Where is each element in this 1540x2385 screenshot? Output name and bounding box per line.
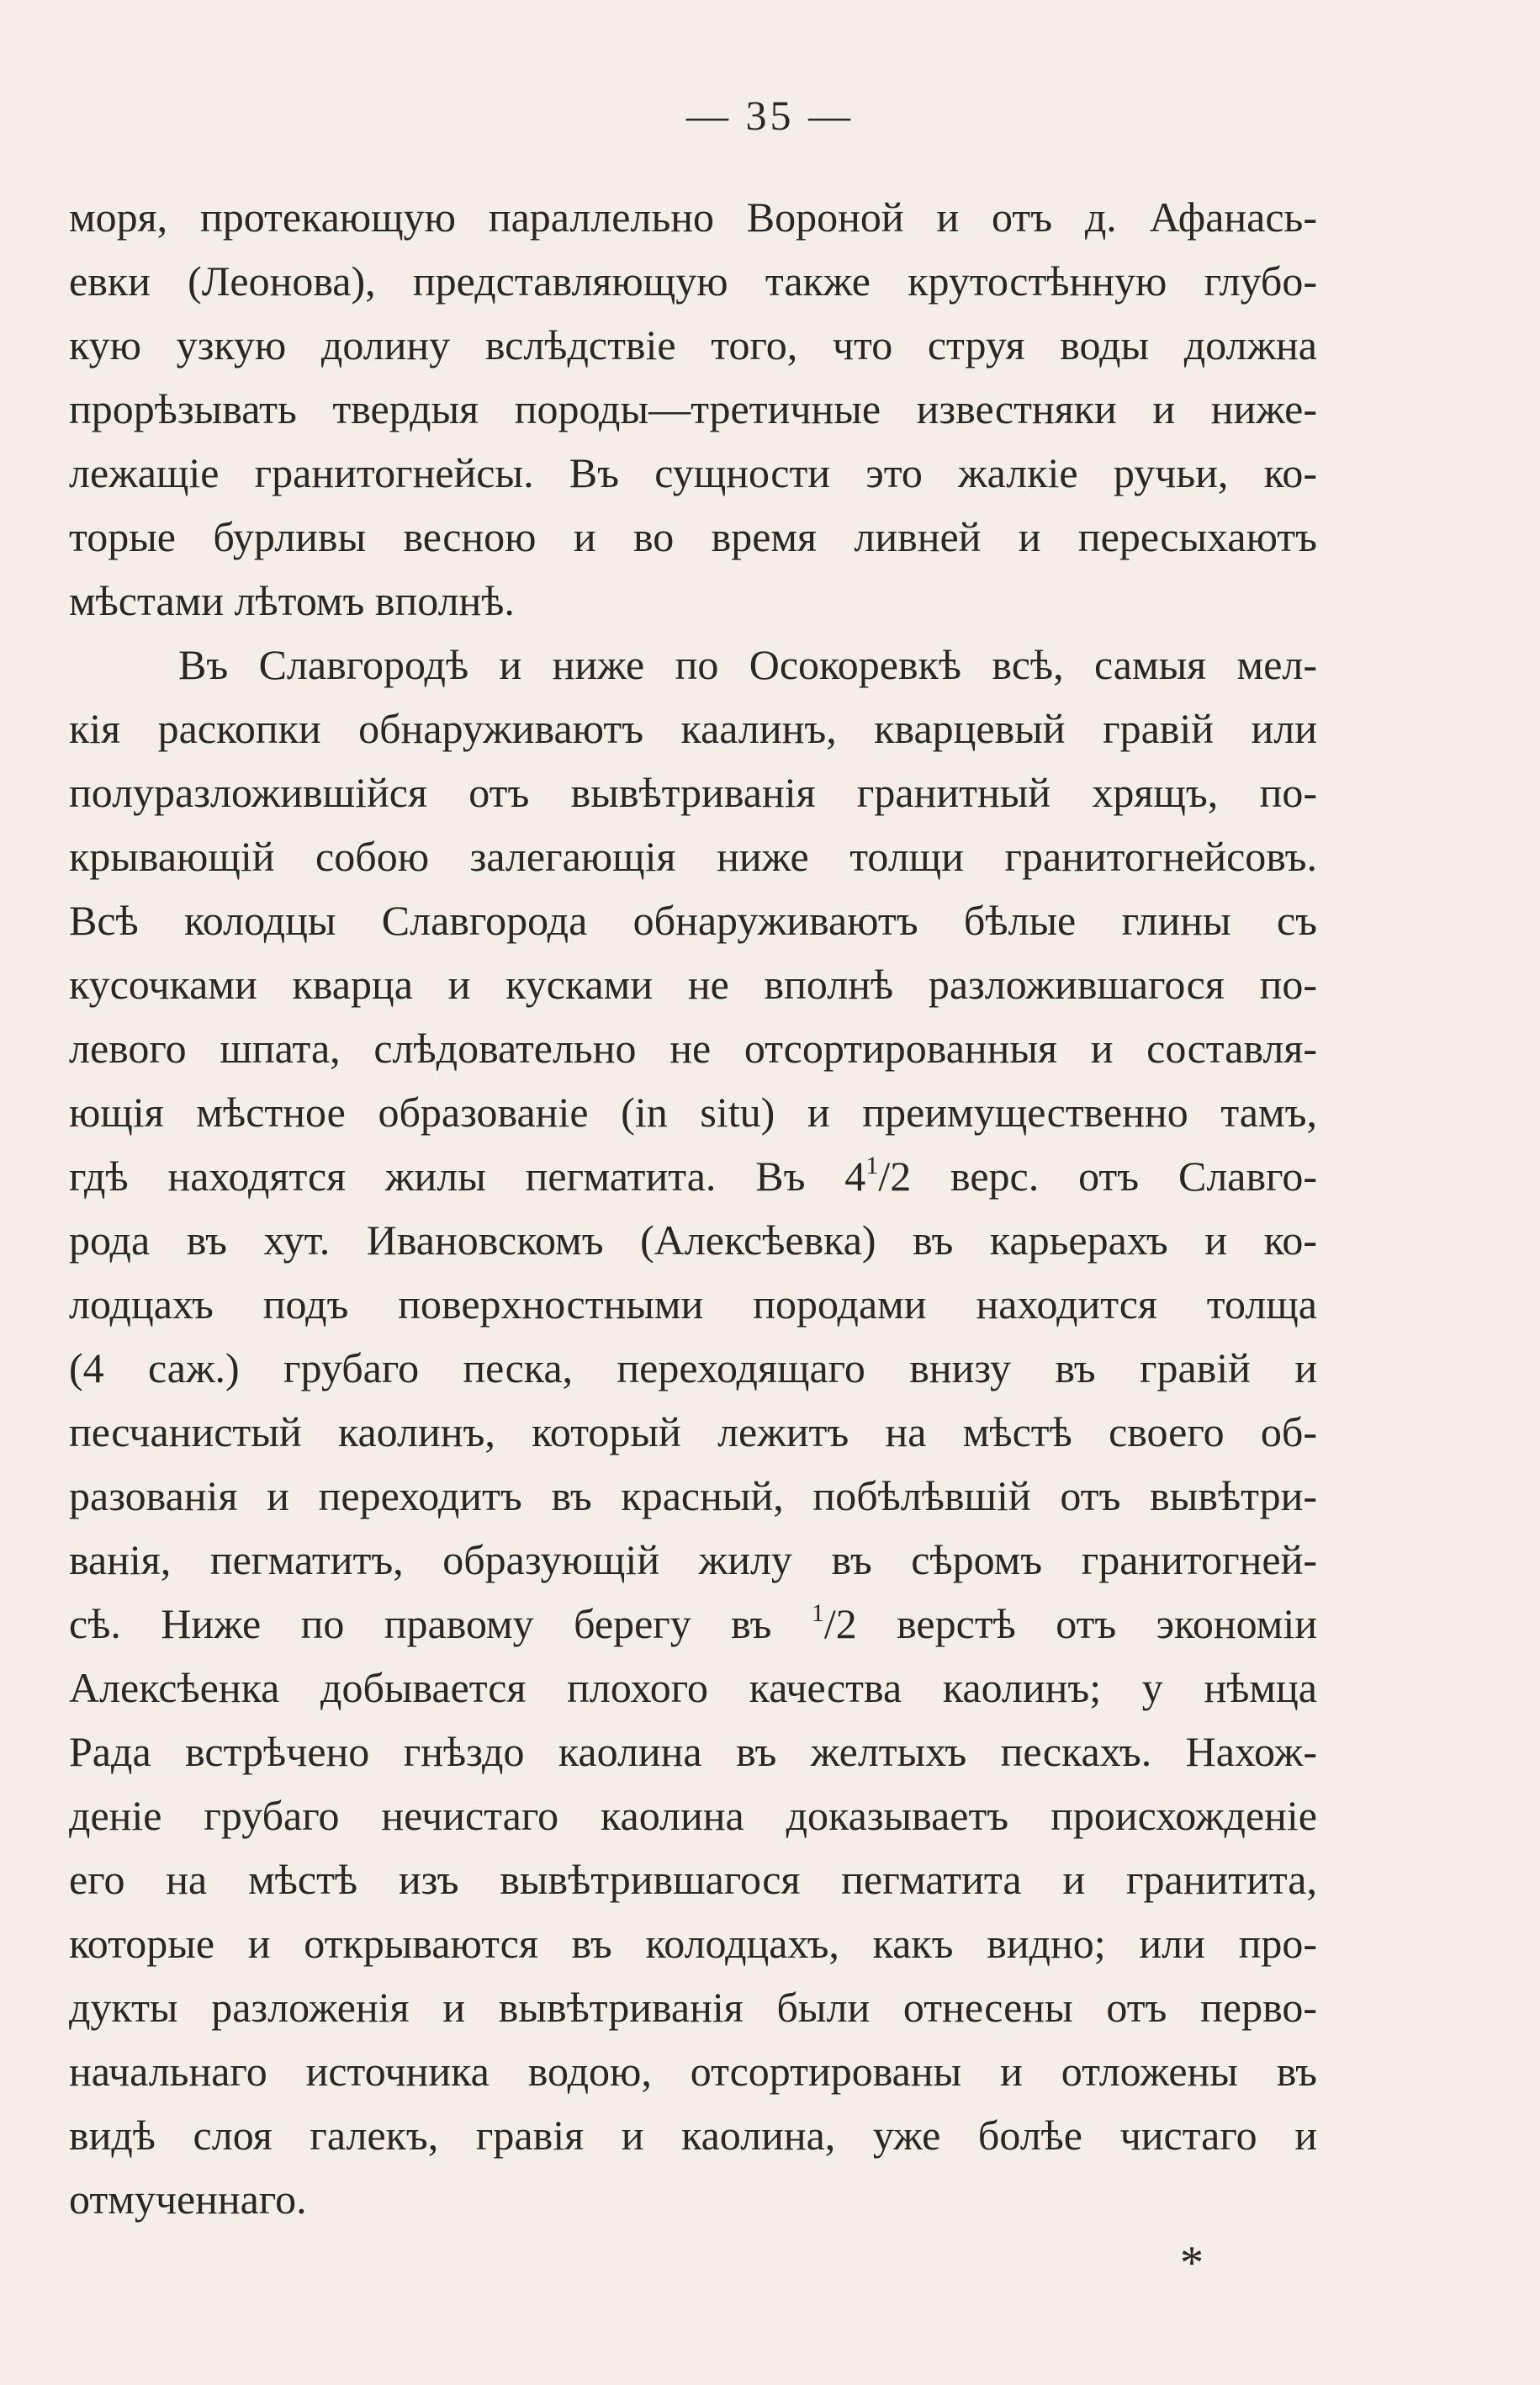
text-line: кусочками кварца и кусками не вполнѣ разложившагося по- — [69, 961, 1317, 1008]
text-line — [69, 1144, 1317, 1208]
text-line: кія раскопки обнаруживаютъ каалинъ, кварцевый гравій или — [69, 705, 1317, 752]
page-number: — 35 — — [686, 92, 854, 139]
text-line: торые бурливы весною и во время ливней и пересыхаютъ — [69, 513, 1317, 560]
text-line: начальнаго источника водою, отсортированы и отложены въ — [69, 2048, 1317, 2095]
text-line: ющія мѣстное образованіе (in situ) и преимущественно тамъ, — [69, 1089, 1317, 1136]
text-line: Рада встрѣчено гнѣздо каолина въ желтыхъ пескахъ. Нахож- — [69, 1728, 1317, 1775]
text-line: Въ Славгородѣ и ниже по Осокоревкѣ всѣ, самыя мел- — [178, 641, 1317, 688]
text-line: которые и открываются въ колодцахъ, какъ видно; или про- — [69, 1920, 1317, 1967]
text-line: ванія, пегматитъ, образующій жилу въ сѣромъ гранитогней- — [69, 1536, 1317, 1583]
text-line: лодцахъ подъ поверхностными породами находится толща — [69, 1280, 1317, 1328]
text-segment: /2 верс. отъ Славго- — [878, 1153, 1317, 1200]
text-line: песчанистый каолинъ, который лежитъ на мѣстѣ своего об- — [69, 1408, 1317, 1455]
text-line: видѣ слоя галекъ, гравія и каолина, уже болѣе чистаго и — [69, 2112, 1317, 2159]
fraction-numerator: 1 — [811, 1599, 824, 1627]
text-line: его на мѣстѣ изъ вывѣтрившагося пегматита и гранитита, — [69, 1856, 1317, 1903]
text-segment: сѣ. Ниже по правому берегу въ — [69, 1600, 812, 1647]
text-line: деніе грубаго нечистаго каолина доказываетъ происхожденіе — [69, 1792, 1317, 1839]
text-line: дукты разложенія и вывѣтриванія были отнесены отъ перво- — [69, 1984, 1317, 2031]
footnote-asterisk: * — [1180, 2237, 1204, 2289]
text-line: мѣстами лѣтомъ вполнѣ. — [69, 577, 515, 624]
text-line — [69, 1592, 1317, 1656]
text-line: евки (Леонова), представляющую также крутостѣнную глубо- — [69, 257, 1317, 305]
text-line: рода въ хут. Ивановскомъ (Алексѣевка) въ карьерахъ и ко- — [69, 1216, 1317, 1264]
text-line: прорѣзывать твердыя породы—третичные известняки и ниже- — [69, 385, 1317, 432]
text-line: отмученнаго. — [69, 2176, 307, 2223]
fraction-numerator: 1 — [865, 1152, 879, 1179]
text-line: Алексѣенка добывается плохого качества каолинъ; у нѣмца — [69, 1664, 1317, 1711]
text-line: разованія и переходитъ въ красный, побѣлѣвшій отъ вывѣтри- — [69, 1472, 1317, 1519]
text-segment: гдѣ находятся жилы пегматита. Въ 4 — [69, 1153, 866, 1200]
text-line: моря, протекающую параллельно Вороной и отъ д. Афанась- — [69, 193, 1317, 241]
text-line: левого шпата, слѣдовательно не отсортированныя и составля- — [69, 1025, 1317, 1072]
text-line: лежащіе гранитогнейсы. Въ сущности это жалкіе ручьи, ко- — [69, 449, 1317, 496]
text-line: (4 саж.) грубаго песка, переходящаго внизу въ гравій и — [69, 1344, 1317, 1391]
body-text — [69, 185, 1317, 2231]
text-segment: /2 верстѣ отъ экономіи — [823, 1600, 1317, 1647]
text-line: кую узкую долину вслѣдствіе того, что струя воды должна — [69, 321, 1317, 368]
text-line: крывающій собою залегающія ниже толщи гранитогнейсовъ. — [69, 833, 1317, 880]
text-line: Всѣ колодцы Славгорода обнаруживаютъ бѣлые глины съ — [69, 897, 1317, 944]
text-line: полуразложившійся отъ вывѣтриванія гранитный хрящъ, по- — [69, 769, 1317, 816]
